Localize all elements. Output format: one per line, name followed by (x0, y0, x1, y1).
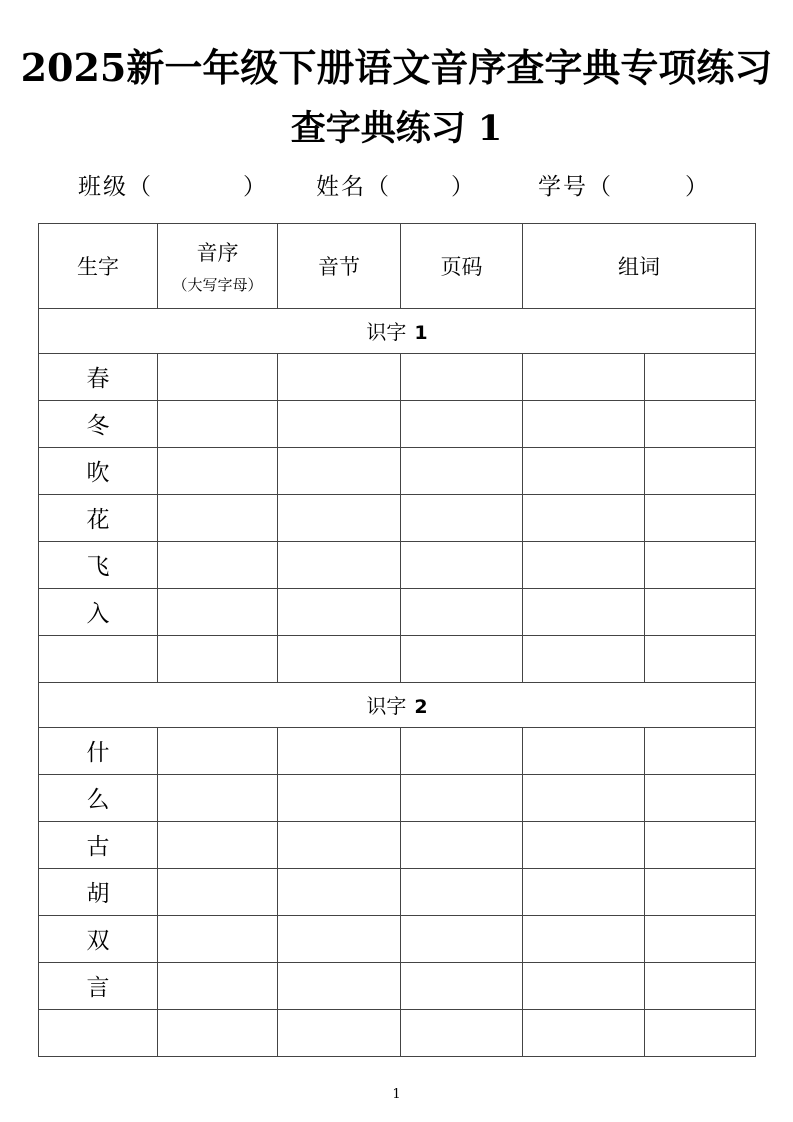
table-row (39, 494, 756, 541)
header-yinxu (158, 223, 278, 308)
character-cell: 春 (39, 353, 158, 400)
student-info-line (0, 168, 793, 201)
zuci-answer-cell-1 (523, 915, 645, 962)
zuci-answer-cell-1 (523, 1009, 645, 1056)
yinjie-answer-cell (278, 447, 401, 494)
zuci-answer-cell-1 (523, 868, 645, 915)
section-number: 1 (414, 322, 428, 344)
section-label: 识字 (366, 320, 407, 344)
yinxu-answer-cell (158, 588, 278, 635)
yema-answer-cell (401, 635, 523, 682)
name-field (316, 168, 476, 201)
zuci-answer-cell-1 (523, 774, 645, 821)
zuci-answer-cell-2 (645, 821, 756, 868)
header-yinxu-sublabel: （大写字母） (172, 275, 263, 294)
yinxu-answer-cell (158, 447, 278, 494)
table-row (39, 541, 756, 588)
yema-answer-cell (401, 1009, 523, 1056)
header-yinjie: 音节 (278, 223, 401, 308)
zuci-answer-cell-1 (523, 588, 645, 635)
character-cell (39, 1009, 158, 1056)
table-header-row (39, 223, 756, 308)
section-label: 识字 (366, 694, 407, 718)
section-header-row-1 (39, 308, 756, 353)
character-cell: 言 (39, 962, 158, 1009)
table-row (39, 821, 756, 868)
zuci-answer-cell-1 (523, 353, 645, 400)
zuci-answer-cell-1 (523, 494, 645, 541)
yinjie-answer-cell (278, 588, 401, 635)
yinxu-answer-cell (158, 962, 278, 1009)
character-cell: 飞 (39, 541, 158, 588)
class-field (78, 168, 268, 201)
zuci-answer-cell-2 (645, 868, 756, 915)
name-paren-close: ） (451, 173, 476, 200)
student-id-field (538, 168, 710, 201)
yinjie-answer-cell (278, 1009, 401, 1056)
yema-answer-cell (401, 774, 523, 821)
yinxu-answer-cell (158, 494, 278, 541)
character-cell: 胡 (39, 868, 158, 915)
yinjie-answer-cell (278, 915, 401, 962)
zuci-answer-cell-2 (645, 541, 756, 588)
table-row (39, 868, 756, 915)
yinxu-answer-cell (158, 1009, 278, 1056)
character-cell: 入 (39, 588, 158, 635)
zuci-answer-cell-2 (645, 915, 756, 962)
zuci-answer-cell-2 (645, 400, 756, 447)
zuci-answer-cell-2 (645, 635, 756, 682)
header-yinxu-label: 音序 (196, 240, 239, 265)
yema-answer-cell (401, 962, 523, 1009)
yinjie-answer-cell (278, 400, 401, 447)
zuci-answer-cell-2 (645, 962, 756, 1009)
yinxu-answer-cell (158, 400, 278, 447)
page-subtitle: 查字典练习 1 (290, 107, 503, 149)
yema-answer-cell (401, 821, 523, 868)
yema-answer-cell (401, 915, 523, 962)
table-row (39, 400, 756, 447)
character-cell: 双 (39, 915, 158, 962)
yema-answer-cell (401, 727, 523, 774)
yinjie-answer-cell (278, 541, 401, 588)
zuci-answer-cell-2 (645, 1009, 756, 1056)
name-label: 姓名 (316, 173, 366, 200)
yinxu-answer-cell (158, 727, 278, 774)
table-row (39, 915, 756, 962)
yinxu-answer-cell (158, 868, 278, 915)
student-id-blank (613, 193, 685, 194)
character-cell: 花 (39, 494, 158, 541)
zuci-answer-cell-2 (645, 353, 756, 400)
table-row (39, 962, 756, 1009)
header-yema: 页码 (401, 223, 523, 308)
zuci-answer-cell-1 (523, 400, 645, 447)
table-row (39, 727, 756, 774)
yinjie-answer-cell (278, 635, 401, 682)
yinjie-answer-cell (278, 494, 401, 541)
yinxu-answer-cell (158, 353, 278, 400)
class-blank (153, 193, 243, 194)
header-zuci: 组词 (523, 223, 756, 308)
yinjie-answer-cell (278, 353, 401, 400)
table-row (39, 353, 756, 400)
yema-answer-cell (401, 353, 523, 400)
class-paren-open: （ (128, 173, 153, 200)
yinjie-answer-cell (278, 774, 401, 821)
section-title-1 (39, 308, 756, 353)
character-cell: 什 (39, 727, 158, 774)
yema-answer-cell (401, 541, 523, 588)
section-number: 2 (414, 696, 428, 718)
zuci-answer-cell-1 (523, 727, 645, 774)
table-row-empty (39, 1009, 756, 1056)
yinjie-answer-cell (278, 962, 401, 1009)
name-blank (391, 193, 451, 194)
zuci-answer-cell-2 (645, 494, 756, 541)
zuci-answer-cell-2 (645, 774, 756, 821)
table-row (39, 447, 756, 494)
yema-answer-cell (401, 400, 523, 447)
character-cell: 古 (39, 821, 158, 868)
yema-answer-cell (401, 588, 523, 635)
zuci-answer-cell-1 (523, 447, 645, 494)
yema-answer-cell (401, 494, 523, 541)
section-title-2 (39, 682, 756, 727)
zuci-answer-cell-1 (523, 541, 645, 588)
zuci-answer-cell-2 (645, 727, 756, 774)
yinxu-answer-cell (158, 774, 278, 821)
student-id-label: 学号 (538, 173, 588, 200)
character-cell: 么 (39, 774, 158, 821)
yema-answer-cell (401, 868, 523, 915)
zuci-answer-cell-1 (523, 821, 645, 868)
yinxu-answer-cell (158, 541, 278, 588)
yema-answer-cell (401, 447, 523, 494)
student-id-paren-close: ） (685, 173, 710, 200)
class-label: 班级 (78, 173, 128, 200)
yinjie-answer-cell (278, 821, 401, 868)
dictionary-practice-table (38, 223, 756, 1057)
table-row (39, 588, 756, 635)
header-shengzi: 生字 (39, 223, 158, 308)
yinxu-answer-cell (158, 821, 278, 868)
class-paren-close: ） (243, 173, 268, 200)
character-cell: 吹 (39, 447, 158, 494)
student-id-paren-open: （ (588, 173, 613, 200)
yinjie-answer-cell (278, 727, 401, 774)
table-row-empty (39, 635, 756, 682)
name-paren-open: （ (366, 173, 391, 200)
yinxu-answer-cell (158, 635, 278, 682)
character-cell: 冬 (39, 400, 158, 447)
character-cell (39, 635, 158, 682)
yinxu-answer-cell (158, 915, 278, 962)
table-row (39, 774, 756, 821)
section-header-row-2 (39, 682, 756, 727)
page-title: 2025新一年级下册语文音序查字典专项练习 (20, 45, 773, 90)
zuci-answer-cell-1 (523, 962, 645, 1009)
zuci-answer-cell-2 (645, 588, 756, 635)
yinjie-answer-cell (278, 868, 401, 915)
zuci-answer-cell-2 (645, 447, 756, 494)
zuci-answer-cell-1 (523, 635, 645, 682)
page-number: 1 (392, 1087, 401, 1102)
